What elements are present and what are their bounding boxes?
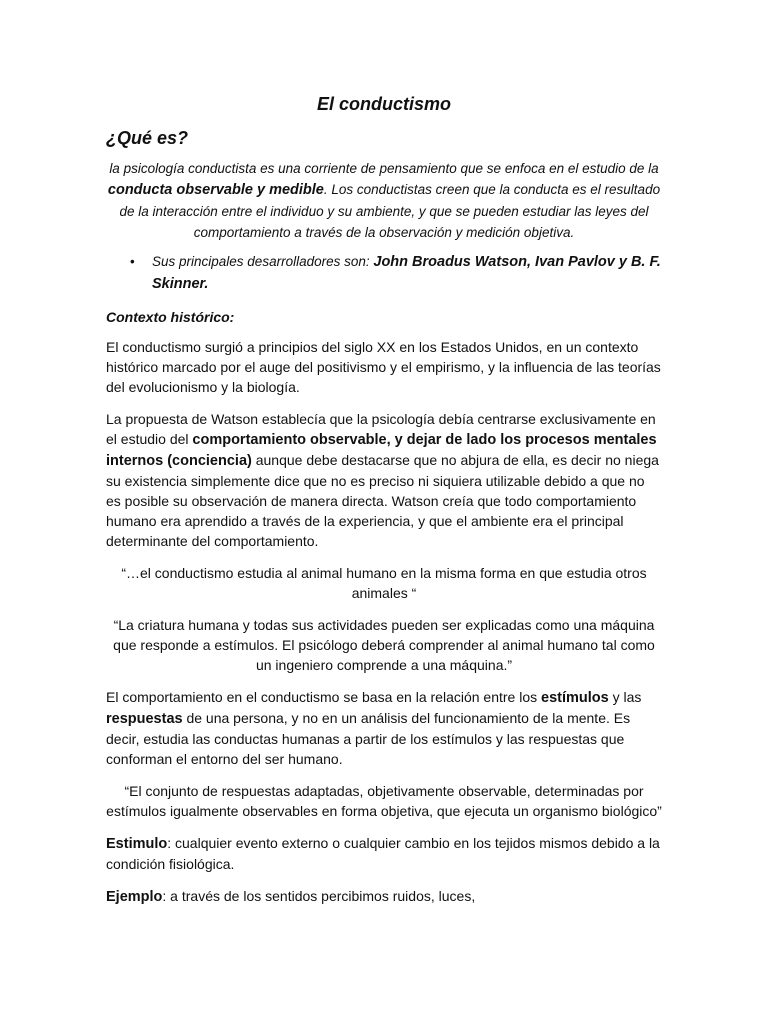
intro-bold-text: conducta observable y medible [107, 182, 324, 198]
paragraph-watson-text-1: La propuesta de Watson establecía que la psicología debía centrarse exclusivamente en el estudio del [106, 411, 656, 447]
context-heading: Contexto histórico: [106, 309, 235, 325]
paragraph-watson-text-2: aunque debe destacarse que no abjura de ella, es decir no niega su existencia simplemente dice que no es preciso ni siquiera utilizable debido a que no es posible su observación de manera directa. Watson creía que todo comportamiento humano era aprendido a través de la experiencia, y que el ambiente era el principal determinante del comportamiento. [106, 452, 659, 549]
example-text: : a través de los sentidos percibimos ruidos, luces, [162, 888, 476, 904]
paragraph-behavior-text-3: de una persona, y no en un análisis del funcionamiento de la mente. Es decir, estudia las conductas humanas a partir de los estímulos y las respuestas que conforman el entorno del ser humano. [106, 710, 631, 767]
quote-animal: “…el conductismo estudia al animal humano en la misma forma en que estudia otros animales “ [121, 565, 647, 601]
bullet-icon: • [130, 254, 135, 269]
paragraph-watson-bold: comportamiento observable, y dejar de lado los procesos mentales internos (conciencia) [106, 432, 657, 469]
paragraph-watson [106, 409, 662, 551]
example-term: Ejemplo [106, 889, 163, 905]
list-item [130, 251, 662, 295]
document-title: El conductismo [316, 94, 451, 114]
intro-text-2: . Los conductistas creen que la conducta es el resultado de la interacción entre el individuo y su ambiente, y que se pueden estudiar las leyes del comportamiento a través de la observación y medición objetiva. [119, 182, 661, 240]
intro-text-1: la psicología conductista es una corriente de pensamiento que se enfoca en el estudio de la [109, 161, 659, 176]
stimulus-text: : cualquier evento externo o cualquier cambio en los tejidos mismos debido a la condición fisiológica. [106, 835, 660, 872]
paragraph-behavior-text-2: y las [608, 689, 642, 705]
bold-stimuli: estímulos [541, 690, 609, 706]
stimulus-definition [106, 833, 662, 874]
bold-responses: respuestas [106, 711, 183, 727]
quote-definition: “El conjunto de respuestas adaptadas, objetivamente observable, determinadas por estímulos igualmente observables en forma objetiva, que ejecuta un organismo biológico” [106, 783, 662, 819]
example-paragraph [106, 886, 662, 907]
intro-paragraph [106, 158, 662, 243]
developers-list [106, 251, 662, 295]
developers-lead: Sus principales desarrolladores son: [152, 254, 374, 269]
stimulus-term: Estimulo [106, 836, 168, 852]
paragraph-behavior [106, 687, 662, 769]
section-heading: ¿Qué es? [106, 128, 189, 148]
developers-names: John Broadus Watson, Ivan Pavlov y B. F. Skinner. [152, 254, 661, 292]
document-body [106, 92, 662, 919]
paragraph-behavior-text-1: El comportamiento en el conductismo se basa en la relación entre los [106, 689, 542, 705]
paragraph-history: El conductismo surgió a principios del siglo XX en los Estados Unidos, en un contexto histórico marcado por el auge del positivismo y el empirismo, y la influencia de las teorías del evolucionismo y la biología. [106, 339, 661, 395]
quote-machine: “La criatura humana y todas sus actividades pueden ser explicadas como una máquina que responde a estímulos. El psicólogo deberá comprender al animal humano tal como un ingeniero comprende a una máquina.” [113, 617, 655, 673]
